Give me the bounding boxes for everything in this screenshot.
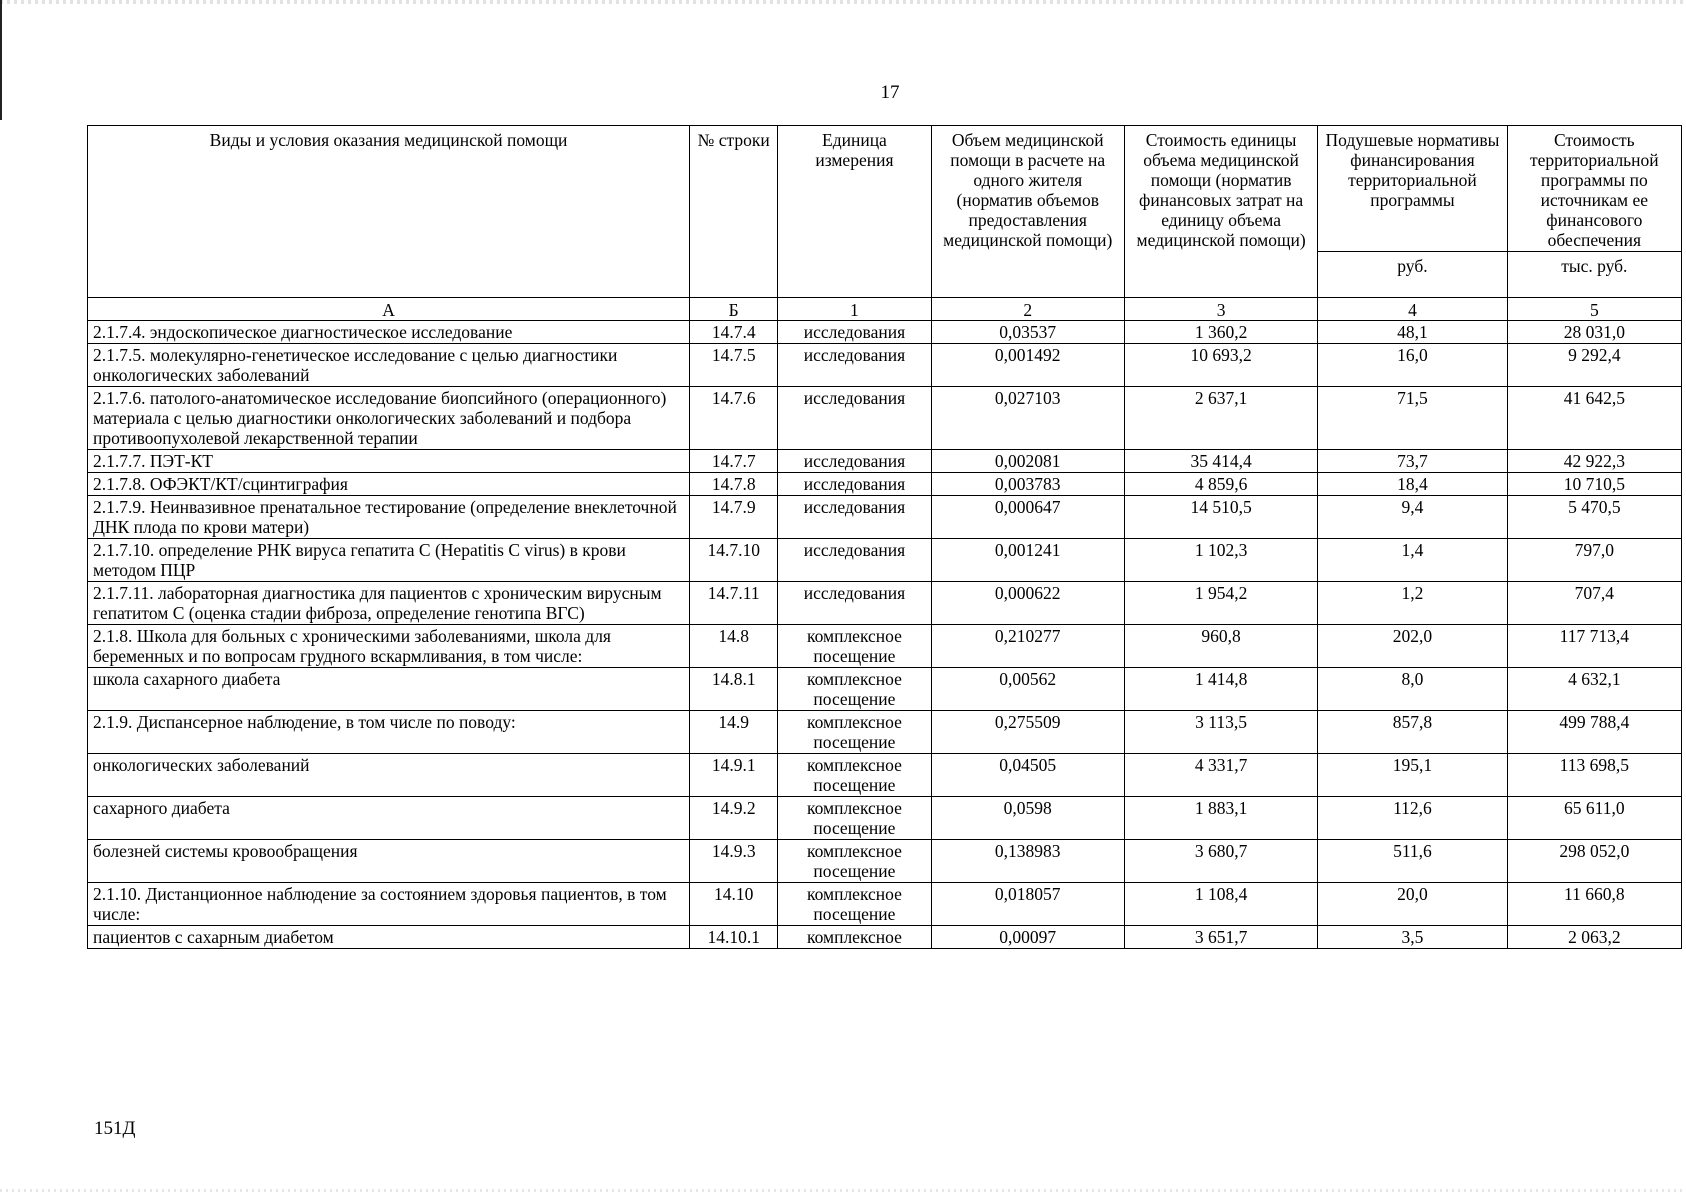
row-cost-cell: 10 693,2 — [1124, 344, 1317, 387]
table-row — [88, 387, 1682, 450]
row-line-cell: 14.10 — [690, 883, 778, 926]
header-col-4: Подушевые нормативы финансирования территориальной программы — [1318, 126, 1507, 252]
table-row — [88, 883, 1682, 926]
row-volume-cell: 0,002081 — [931, 450, 1124, 473]
financing-table — [87, 125, 1682, 949]
row-total-cell: 298 052,0 — [1507, 840, 1681, 883]
row-cost-cell: 1 102,3 — [1124, 539, 1317, 582]
row-total-cell: 707,4 — [1507, 582, 1681, 625]
row-line-cell: 14.7.10 — [690, 539, 778, 582]
row-line-cell: 14.7.4 — [690, 321, 778, 344]
header-col-2: Объем медицинской помощи в расчете на одного жителя (норматив объемов предоставления медицинской помощи) — [931, 126, 1124, 298]
row-per-capita-cell: 20,0 — [1318, 883, 1507, 926]
row-name-cell: 2.1.10. Дистанционное наблюдение за состоянием здоровья пациентов, в том числе: — [88, 883, 690, 926]
row-unit-cell: комплексное посещение — [778, 797, 931, 840]
row-volume-cell: 0,00097 — [931, 926, 1124, 949]
header-col-b: № строки — [690, 126, 778, 298]
page-number: 17 — [880, 82, 900, 103]
row-name-cell: онкологических заболеваний — [88, 754, 690, 797]
row-volume-cell: 0,275509 — [931, 711, 1124, 754]
row-unit-cell: исследования — [778, 582, 931, 625]
row-line-cell: 14.9.1 — [690, 754, 778, 797]
row-unit-cell: исследования — [778, 473, 931, 496]
scan-edge-top — [0, 0, 1686, 4]
index-cell: А — [88, 298, 690, 321]
row-unit-cell: комплексное посещение — [778, 840, 931, 883]
row-total-cell: 2 063,2 — [1507, 926, 1681, 949]
row-per-capita-cell: 9,4 — [1318, 496, 1507, 539]
row-per-capita-cell: 195,1 — [1318, 754, 1507, 797]
row-name-cell: пациентов с сахарным диабетом — [88, 926, 690, 949]
row-name-cell: школа сахарного диабета — [88, 668, 690, 711]
row-total-cell: 797,0 — [1507, 539, 1681, 582]
row-total-cell: 499 788,4 — [1507, 711, 1681, 754]
row-unit-cell: комплексное посещение — [778, 883, 931, 926]
row-cost-cell: 960,8 — [1124, 625, 1317, 668]
table-row — [88, 625, 1682, 668]
row-name-cell: 2.1.7.5. молекулярно-генетическое исследование с целью диагностики онкологических заболеваний — [88, 344, 690, 387]
row-volume-cell: 0,0598 — [931, 797, 1124, 840]
row-line-cell: 14.7.6 — [690, 387, 778, 450]
index-cell: Б — [690, 298, 778, 321]
row-unit-cell: исследования — [778, 387, 931, 450]
row-per-capita-cell: 857,8 — [1318, 711, 1507, 754]
row-line-cell: 14.7.9 — [690, 496, 778, 539]
row-cost-cell: 4 859,6 — [1124, 473, 1317, 496]
table-row — [88, 450, 1682, 473]
index-cell: 4 — [1318, 298, 1507, 321]
header-col-3: Стоимость единицы объема медицинской помощи (норматив финансовых затрат на единицу объема медицинской помощи) — [1124, 126, 1317, 298]
header-row — [88, 126, 1682, 252]
row-per-capita-cell: 48,1 — [1318, 321, 1507, 344]
row-unit-cell: исследования — [778, 344, 931, 387]
document-code: 151Д — [94, 1118, 136, 1139]
index-cell: 2 — [931, 298, 1124, 321]
row-per-capita-cell: 16,0 — [1318, 344, 1507, 387]
row-volume-cell: 0,210277 — [931, 625, 1124, 668]
table-row — [88, 840, 1682, 883]
row-volume-cell: 0,003783 — [931, 473, 1124, 496]
row-name-cell: болезней системы кровообращения — [88, 840, 690, 883]
row-per-capita-cell: 71,5 — [1318, 387, 1507, 450]
index-cell: 5 — [1507, 298, 1681, 321]
row-line-cell: 14.9.2 — [690, 797, 778, 840]
row-cost-cell: 1 883,1 — [1124, 797, 1317, 840]
row-per-capita-cell: 3,5 — [1318, 926, 1507, 949]
row-volume-cell: 0,138983 — [931, 840, 1124, 883]
row-cost-cell: 3 651,7 — [1124, 926, 1317, 949]
row-name-cell: сахарного диабета — [88, 797, 690, 840]
row-total-cell: 65 611,0 — [1507, 797, 1681, 840]
row-cost-cell: 35 414,4 — [1124, 450, 1317, 473]
row-per-capita-cell: 73,7 — [1318, 450, 1507, 473]
row-volume-cell: 0,00562 — [931, 668, 1124, 711]
row-name-cell: 2.1.9. Диспансерное наблюдение, в том числе по поводу: — [88, 711, 690, 754]
row-line-cell: 14.8 — [690, 625, 778, 668]
row-cost-cell: 4 331,7 — [1124, 754, 1317, 797]
row-volume-cell: 0,001492 — [931, 344, 1124, 387]
row-cost-cell: 1 414,8 — [1124, 668, 1317, 711]
row-unit-cell: исследования — [778, 321, 931, 344]
row-total-cell: 42 922,3 — [1507, 450, 1681, 473]
row-total-cell: 117 713,4 — [1507, 625, 1681, 668]
table-row — [88, 926, 1682, 949]
scan-edge-bottom — [0, 1189, 1686, 1192]
row-cost-cell: 1 360,2 — [1124, 321, 1317, 344]
index-cell: 1 — [778, 298, 931, 321]
row-line-cell: 14.7.7 — [690, 450, 778, 473]
row-unit-cell: комплексное посещение — [778, 754, 931, 797]
table-row — [88, 321, 1682, 344]
row-per-capita-cell: 511,6 — [1318, 840, 1507, 883]
row-unit-cell: комплексное — [778, 926, 931, 949]
row-volume-cell: 0,027103 — [931, 387, 1124, 450]
header-col-a: Виды и условия оказания медицинской помощи — [88, 126, 690, 298]
row-name-cell: 2.1.7.11. лабораторная диагностика для пациентов с хроническим вирусным гепатитом С (оценка стадии фиброза, определение генотипа ВГС) — [88, 582, 690, 625]
row-cost-cell: 14 510,5 — [1124, 496, 1317, 539]
row-unit-cell: комплексное посещение — [778, 711, 931, 754]
row-total-cell: 28 031,0 — [1507, 321, 1681, 344]
row-line-cell: 14.7.8 — [690, 473, 778, 496]
row-volume-cell: 0,000622 — [931, 582, 1124, 625]
header-unit-4: руб. — [1318, 252, 1507, 298]
table-row — [88, 582, 1682, 625]
row-cost-cell: 2 637,1 — [1124, 387, 1317, 450]
row-per-capita-cell: 8,0 — [1318, 668, 1507, 711]
row-unit-cell: исследования — [778, 450, 931, 473]
row-name-cell: 2.1.7.10. определение РНК вируса гепатита С (Hepatitis C virus) в крови методом ПЦР — [88, 539, 690, 582]
table-row — [88, 668, 1682, 711]
row-per-capita-cell: 202,0 — [1318, 625, 1507, 668]
row-per-capita-cell: 1,4 — [1318, 539, 1507, 582]
row-name-cell: 2.1.7.4. эндоскопическое диагностическое исследование — [88, 321, 690, 344]
row-unit-cell: исследования — [778, 539, 931, 582]
row-total-cell: 5 470,5 — [1507, 496, 1681, 539]
row-volume-cell: 0,000647 — [931, 496, 1124, 539]
row-line-cell: 14.10.1 — [690, 926, 778, 949]
row-cost-cell: 3 113,5 — [1124, 711, 1317, 754]
row-unit-cell: комплексное посещение — [778, 625, 931, 668]
row-total-cell: 4 632,1 — [1507, 668, 1681, 711]
row-unit-cell: комплексное посещение — [778, 668, 931, 711]
row-line-cell: 14.9 — [690, 711, 778, 754]
row-per-capita-cell: 1,2 — [1318, 582, 1507, 625]
header-col-1: Единица измерения — [778, 126, 931, 298]
row-total-cell: 10 710,5 — [1507, 473, 1681, 496]
table-row — [88, 344, 1682, 387]
row-name-cell: 2.1.7.9. Неинвазивное пренатальное тестирование (определение внеклеточной ДНК плода по крови матери) — [88, 496, 690, 539]
row-name-cell: 2.1.8. Школа для больных с хроническими заболеваниями, школа для беременных и по вопросам грудного вскармливания, в том числе: — [88, 625, 690, 668]
row-total-cell: 9 292,4 — [1507, 344, 1681, 387]
row-name-cell: 2.1.7.8. ОФЭКТ/КТ/сцинтиграфия — [88, 473, 690, 496]
row-total-cell: 41 642,5 — [1507, 387, 1681, 450]
table-row — [88, 473, 1682, 496]
header-unit-5: тыс. руб. — [1507, 252, 1681, 298]
row-unit-cell: исследования — [778, 496, 931, 539]
row-line-cell: 14.8.1 — [690, 668, 778, 711]
row-volume-cell: 0,018057 — [931, 883, 1124, 926]
table-row — [88, 797, 1682, 840]
row-per-capita-cell: 112,6 — [1318, 797, 1507, 840]
row-line-cell: 14.7.5 — [690, 344, 778, 387]
row-total-cell: 113 698,5 — [1507, 754, 1681, 797]
row-name-cell: 2.1.7.7. ПЭТ-КТ — [88, 450, 690, 473]
row-volume-cell: 0,04505 — [931, 754, 1124, 797]
row-cost-cell: 1 108,4 — [1124, 883, 1317, 926]
table-row — [88, 539, 1682, 582]
row-cost-cell: 3 680,7 — [1124, 840, 1317, 883]
table-row — [88, 496, 1682, 539]
index-cell: 3 — [1124, 298, 1317, 321]
row-cost-cell: 1 954,2 — [1124, 582, 1317, 625]
row-per-capita-cell: 18,4 — [1318, 473, 1507, 496]
row-name-cell: 2.1.7.6. патолого-анатомическое исследование биопсийного (операционного) материала с целью диагностики онкологических заболеваний и подбора противоопухолевой лекарственной терапии — [88, 387, 690, 450]
row-line-cell: 14.7.11 — [690, 582, 778, 625]
table-row — [88, 754, 1682, 797]
row-total-cell: 11 660,8 — [1507, 883, 1681, 926]
row-line-cell: 14.9.3 — [690, 840, 778, 883]
column-index-row — [88, 298, 1682, 321]
table-row — [88, 711, 1682, 754]
row-volume-cell: 0,03537 — [931, 321, 1124, 344]
row-volume-cell: 0,001241 — [931, 539, 1124, 582]
header-col-5: Стоимость территориальной программы по источникам ее финансового обеспечения — [1507, 126, 1681, 252]
